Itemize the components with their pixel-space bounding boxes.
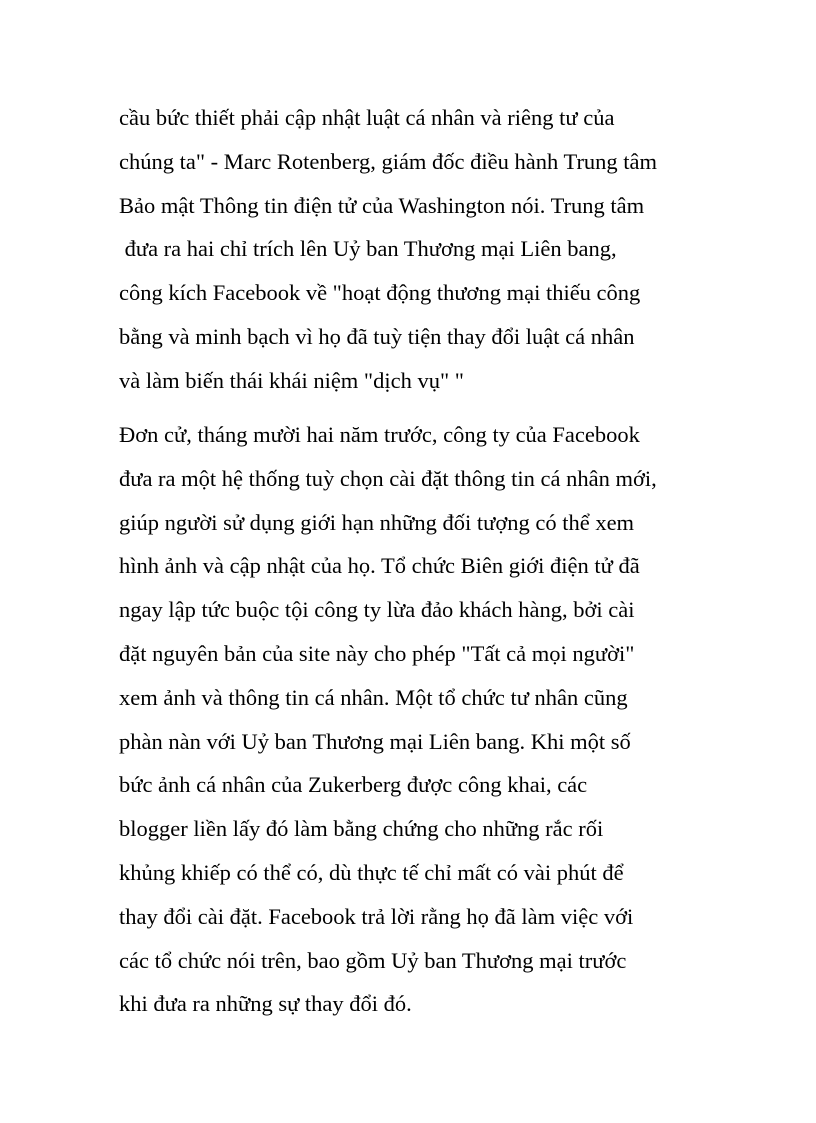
text-line: khi đưa ra những sự thay đổi đó. (119, 991, 412, 1017)
text-line: đưa ra hai chỉ trích lên Uỷ ban Thương mại Liên bang, (119, 236, 617, 262)
text-line: bằng và minh bạch vì họ đã tuỳ tiện thay đổi luật cá nhân (119, 323, 635, 349)
text-line: Bảo mật Thông tin điện tử của Washington nói. Trung tâm (119, 192, 645, 218)
text-line: bức ảnh cá nhân của Zukerberg được công khai, các (119, 772, 588, 798)
text-line: thay đổi cài đặt. Facebook trả lời rằng họ đã làm việc với (119, 903, 634, 929)
text-line: công kích Facebook về "hoạt động thương mại thiếu công (119, 280, 641, 306)
text-line: xem ảnh và thông tin cá nhân. Một tổ chức tư nhân cũng (119, 684, 628, 710)
text-line: blogger liền lấy đó làm bằng chứng cho những rắc rối (119, 816, 604, 842)
text-line: các tổ chức nói trên, bao gồm Uỷ ban Thương mại trước (119, 947, 627, 973)
text-line: phàn nàn với Uỷ ban Thương mại Liên bang. Khi một số (119, 728, 631, 754)
text-line: giúp người sử dụng giới hạn những đối tượng có thể xem (119, 509, 635, 535)
text-line: và làm biến thái khái niệm "dịch vụ" " (119, 367, 464, 393)
text-line: đưa ra một hệ thống tuỳ chọn cài đặt thông tin cá nhân mới, (119, 465, 657, 491)
text-line: ngay lập tức buộc tội công ty lừa đảo khách hàng, bởi cài (119, 597, 635, 623)
text-line: cầu bức thiết phải cập nhật luật cá nhân và riêng tư của (119, 105, 615, 130)
text-line: chúng ta" - Marc Rotenberg, giám đốc điều hành Trung tâm (119, 148, 658, 174)
paragraph-2 (119, 413, 719, 1026)
text-line: Đơn cử, tháng mười hai năm trước, công ty của Facebook (119, 422, 640, 447)
text-line: đặt nguyên bản của site này cho phép "Tất cả mọi người" (119, 640, 635, 666)
text-line: hình ảnh và cập nhật của họ. Tổ chức Biên giới điện tử đã (119, 553, 640, 579)
paragraph-1 (119, 96, 719, 403)
text-line: khủng khiếp có thể có, dù thực tế chỉ mất có vài phút để (119, 859, 624, 885)
